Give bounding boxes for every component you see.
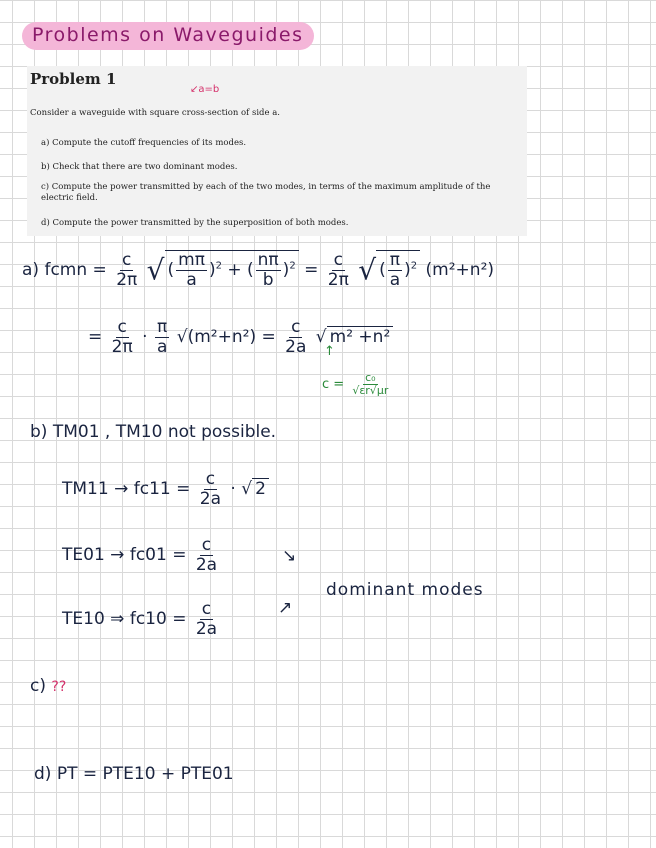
te10-line: TE10 ⇒ fc10 = $\frac{c}{2a}$ bbox=[62, 599, 218, 639]
frac-c-2pi: $\frac{c}{2\pi}$ bbox=[116, 250, 138, 290]
part-a-label: a) bbox=[22, 260, 40, 281]
problem-intro: Consider a waveguide with square cross-section of side a. bbox=[30, 108, 280, 118]
tm11-line: TM11 → fc11 = $\frac{c}{2a}$ · √ 2 bbox=[62, 470, 269, 508]
page-title: Problems on Waveguides bbox=[22, 22, 314, 50]
annotation-text: a=b bbox=[198, 84, 220, 95]
question-marks: ?? bbox=[51, 679, 67, 695]
part-b-line: b) TM01 , TM10 not possible. bbox=[30, 422, 277, 442]
frac-c-2pi-2: $\frac{c}{2\pi}$ bbox=[327, 250, 349, 290]
problem-heading: Problem 1 bbox=[30, 70, 117, 88]
dominant-modes-note: dominant modes bbox=[326, 580, 484, 600]
sqrt-icon: √ bbox=[315, 327, 327, 348]
orange-arrow-down-icon: ↘ bbox=[282, 546, 297, 566]
arrow-icon: ⇒ bbox=[110, 609, 125, 630]
up-arrow-icon: ↑ bbox=[324, 344, 335, 359]
sqrt-icon: √ bbox=[241, 479, 253, 500]
problem-item-d: d) Compute the power transmitted by the superposition of both modes. bbox=[41, 218, 349, 228]
title-highlight bbox=[22, 22, 314, 50]
problem-box bbox=[27, 66, 527, 236]
arrow-icon: ↙ bbox=[190, 84, 199, 95]
te01-line: TE01 → fc01 = $\frac{c}{2a}$ bbox=[62, 535, 218, 575]
fcmn-symbol: fcmn bbox=[44, 260, 88, 281]
orange-arrow-up-icon: ↗ bbox=[278, 598, 293, 618]
part-a-line1: a) fcmn = $\frac{c}{2\pi}$ √ ( $\frac{m\pi}{a}$ )$^2$ + ( $\frac{n\pi}{b}$ )$^2$ = $\frac{c}{2\pi}$ √ ( $\frac{\pi}{a}$ )$^2$ (m²+n²) bbox=[22, 250, 495, 290]
part-a-line2: = $\frac{c}{2\pi}$ · $\frac{\pi}{a}$ √(m²+n²) = $\frac{c}{2a}$ √ m² +n² bbox=[88, 318, 393, 356]
problem-item-a: a) Compute the cutoff frequencies of its modes. bbox=[41, 138, 247, 148]
c-definition: c = $\frac{\text{c₀}}{√\varepsilon r√\mu r}$ bbox=[322, 371, 389, 398]
arrow-icon: → bbox=[110, 545, 125, 566]
radicand: ( $\frac{m\pi}{a}$ )$^2$ + ( $\frac{n\pi}{b}$ )$^2$ bbox=[165, 250, 299, 289]
sqrt-icon: √ bbox=[176, 327, 188, 348]
part-c-line: c) ?? bbox=[30, 676, 67, 696]
arrow-icon: → bbox=[114, 479, 129, 500]
problem-item-b: b) Check that there are two dominant modes. bbox=[41, 162, 238, 172]
sqrt-icon: √ bbox=[358, 253, 377, 287]
part-d-line: d) PT = PTE10 + PTE01 bbox=[34, 764, 234, 784]
problem-item-c: c) Compute the power transmitted by each of the two modes, in terms of the maximum amplitude of the electric field. bbox=[41, 182, 491, 203]
annotation-a-equals-b bbox=[190, 84, 219, 95]
sqrt-icon: √ bbox=[146, 253, 165, 287]
